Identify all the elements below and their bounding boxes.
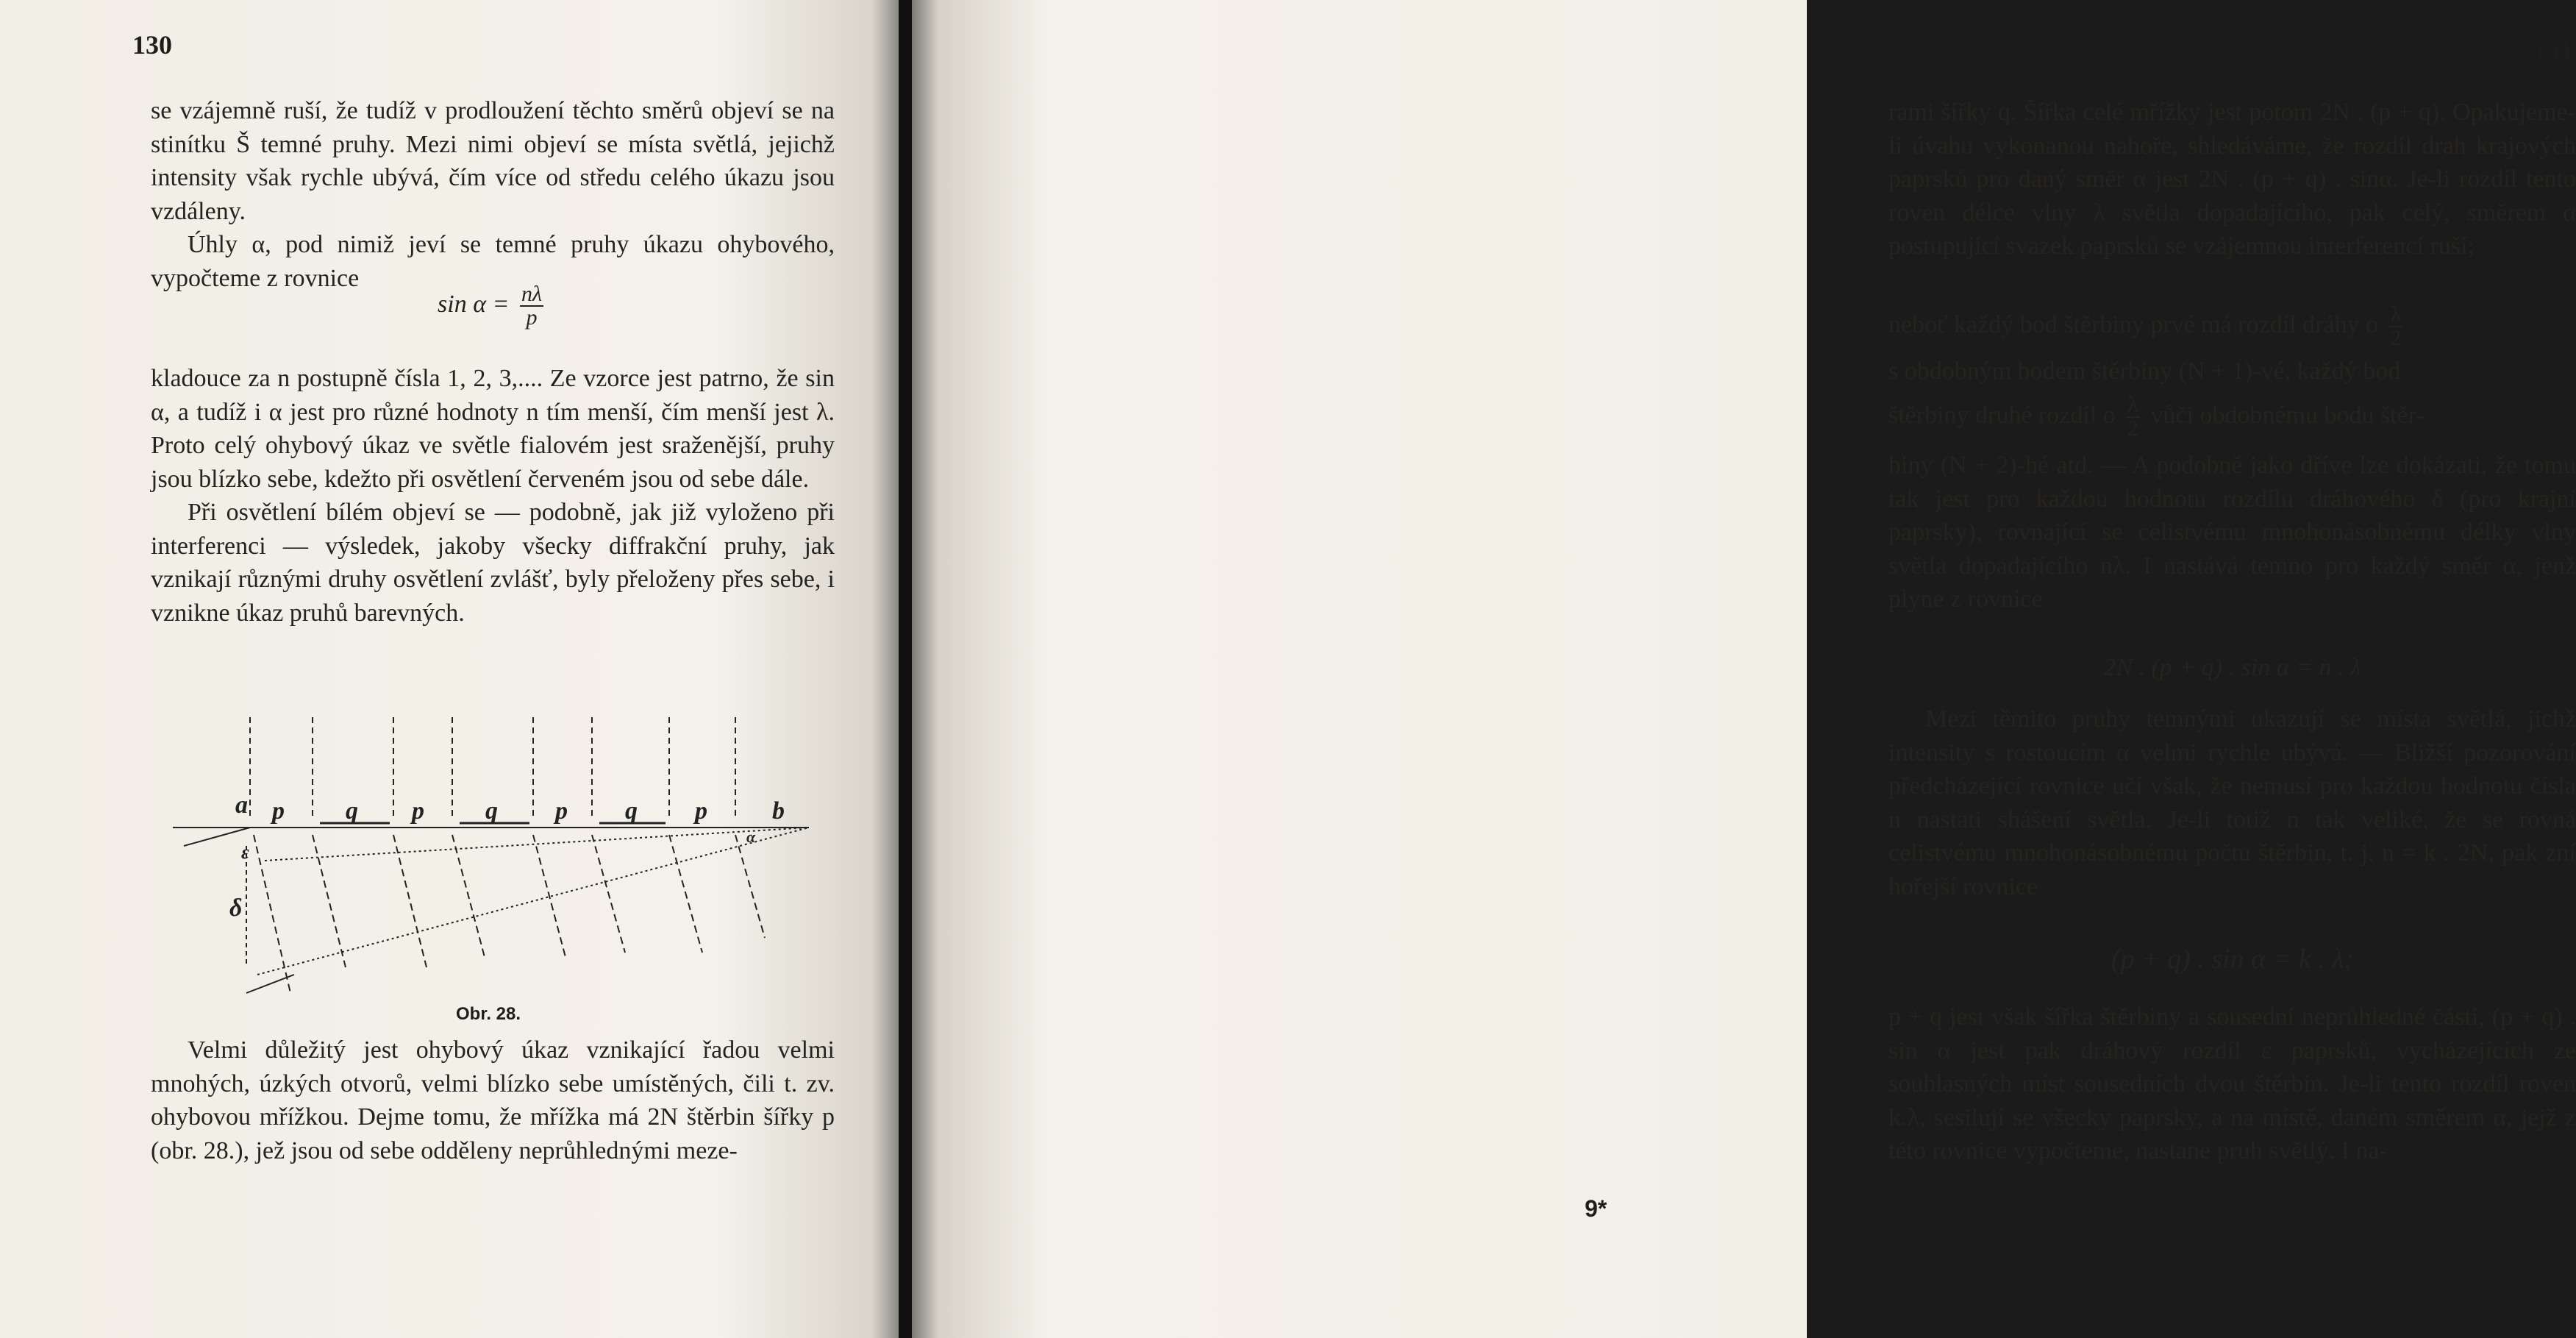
right-text-block-2 [1888, 449, 2576, 616]
figure-label-alpha: α [746, 828, 756, 846]
page-number-right: 131 [2533, 36, 2573, 65]
figure-label-epsilon: ε [241, 841, 249, 863]
line-text: vůči obdobnému bodu štěr- [2150, 402, 2425, 430]
line-text: s obdobným bodem štěrbiny (N + 1)-vé, každý bod [1888, 357, 2401, 385]
left-page [0, 0, 899, 1338]
page-number-left: 130 [132, 30, 172, 60]
line-with-fraction [1888, 303, 2576, 349]
right-text-block-1 [1888, 96, 2576, 263]
figure-label-p: p [412, 797, 424, 825]
book-gutter [899, 0, 912, 1338]
paragraph: Velmi důležitý jest ohybový úkaz vznikající řadou velmi mnohých, úzkých otvorů, velmi blízko sebe umístěných, čili t. zv. ohybovou mřížkou. Dejme tomu, že mřížka má 2N štěrbin šířky p (obr. 28.), jež jsou od sebe odděleny neprůhlednými meze- [151, 1036, 835, 1164]
figure-label-delta: δ [229, 894, 243, 922]
figure-label-q: q [625, 797, 638, 825]
fraction-lambda-half [2389, 304, 2403, 349]
paragraph: Při osvětlení bílém objeví se — podobně, jak již vyloženo při interferenci — výsledek, jakoby všecky diffrakční pruhy, jak vznikají různými druhy osvětlení zvlášť, byly přeloženy přes sebe, i vznikne úkaz pruhů barevných. [151, 499, 835, 627]
right-text-block-3 [1888, 702, 2576, 903]
figure-label-q: q [485, 797, 498, 825]
paragraph: kladouce za n postupně čísla 1, 2, 3,.... Ze vzorce jest patrno, že sin α, a tudíž i α jest pro různé hodnoty n tím menší, čím menší jest λ. Proto celý ohybový úkaz ve světle fialovém jest sraženější, pruhy jsou blízko sebe, kdežto při osvětlení červeném jsou od sebe dále. [151, 365, 835, 493]
formula-grating-bright: (p + q) . sin α = k . λ; [2111, 944, 2354, 975]
left-text-block-2 [151, 362, 835, 630]
figure-label-b: b [772, 797, 785, 825]
paragraph: se vzájemně ruší, že tudíž v prodloužení těchto směrů objeví se na stinítku Š temné pruhy. Mezi nimi objeví se místa světlá, jejichž intensity však rychle ubývá, čím více od středu celého úkazu jsou vzdáleny. [151, 97, 835, 225]
paragraph: Úhly α, pod nimiž jeví se temné pruhy úkazu ohybového, vypočteme z rovnice [151, 231, 835, 292]
left-text-block-1 [151, 94, 835, 295]
line-with-fraction [1888, 394, 2576, 440]
figure-caption: Obr. 28. [456, 1004, 521, 1024]
figure-label-p: p [695, 797, 707, 825]
figure-label-a: a [235, 791, 248, 819]
fraction-denominator: 2 [2127, 416, 2139, 441]
right-fraction-lines [1888, 303, 2576, 440]
signature-mark: 9* [1585, 1195, 1608, 1222]
right-page [912, 0, 2576, 1338]
paragraph: p + q jest však šířka štěrbiny a sousední neprůhledné části, (p + q) . sin α jest pak dráhový rozdíl ε paprsků, vycházejících ze souhlasných míst sousedních dvou štěrbin. Je-li tento rozdíl roven k.λ, sesilují se všecky paprsky, a na místě, daném směrem α, jejž z této rovnice vypočteme, nastane pruh světlý. I na- [1888, 1003, 2576, 1164]
fraction-lambda-half [2126, 394, 2140, 440]
figure-label-p: p [555, 797, 568, 825]
fraction-denominator: p [526, 305, 538, 330]
left-text-block-3 [151, 1033, 835, 1167]
line-text: neboť každý bod štěrbiny prvé má rozdíl dráhy o [1888, 311, 2379, 338]
line-text: štěrbiny druhé rozdíl o [1888, 402, 2116, 430]
formula-sin-alpha [151, 283, 835, 357]
fraction-numerator: λ [2127, 393, 2138, 418]
diffraction-grating-figure [162, 717, 824, 997]
fraction-numerator: nλ [521, 282, 542, 306]
figure-label-p: p [272, 797, 285, 825]
formula-fraction [520, 283, 543, 329]
paragraph: biny (N + 2)-hé atd. — A podobně jako dříve lze dokázati, že tomu tak jest pro každou hodnotu rozdílu dráhového δ (pro krajní paprsky), rovnající se celistvému mnohonásobnému délky vlny světla dopadajícího nλ. I nastává temno pro každý směr α, jenž plyne z rovnice [1888, 452, 2576, 613]
right-text-block-4 [1888, 1000, 2576, 1168]
fraction-numerator: λ [2390, 302, 2402, 327]
formula-grating-dark: 2N . (p + q) . sin α = n . λ [2103, 654, 2361, 681]
paragraph: rami šířky q. Šířka celé mřížky jest potom 2N . (p + q). Opakujeme-li úvahu vykonanou nahoře, shledáváme, že rozdíl drah krajových paprsků pro daný směr α jest 2N . (p + q) . sinα. Je-li rozdíl tento roven délce vlny λ světla dopadajícího, pak celý, směrem α postupující svazek paprsků se vzájemnou interferencí ruší; [1888, 99, 2576, 260]
paragraph: Mezi těmito pruhy temnými ukazují se místa světlá, jichž intensity s rostoucím α velmi rychle ubývá. — Bližší pozorování předcházející rovnice učí však, že nemusí pro každou hodnotu čísla n nastati shášení světla. Je-li totiž n tak veliké, že se rovná celistvému mnohonásobnému počtu štěrbin, t. j. n = k . 2N, pak zní hořejší rovnice [1888, 705, 2576, 900]
figure-label-q: q [346, 797, 358, 825]
formula-left: sin α = [438, 290, 510, 318]
fraction-denominator: 2 [2390, 326, 2402, 351]
